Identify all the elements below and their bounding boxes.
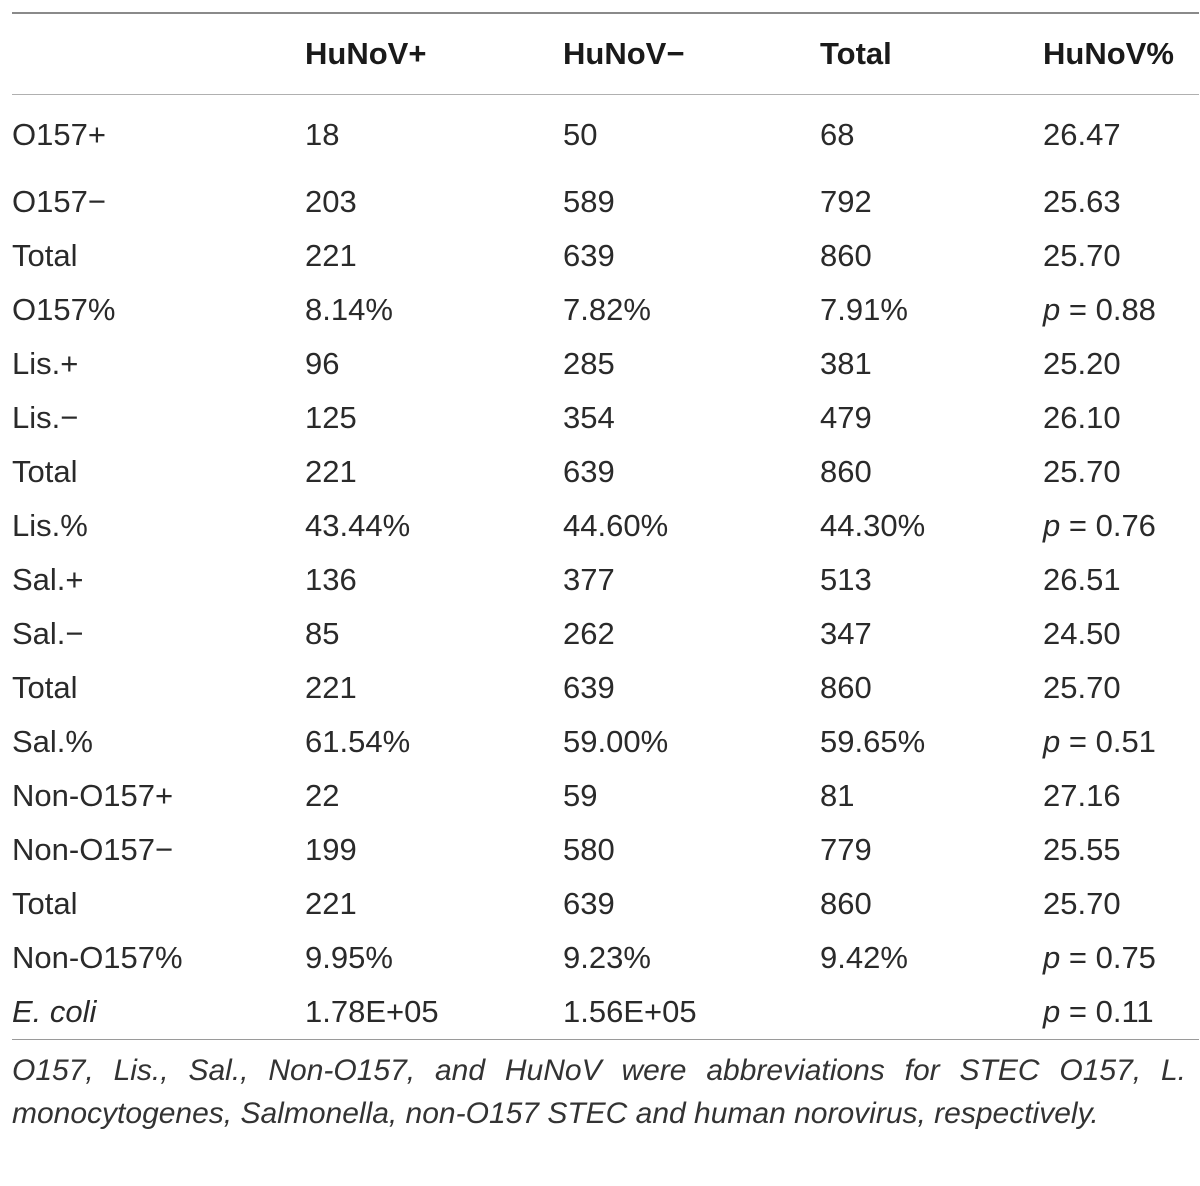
value-cell: 26.47 — [1043, 117, 1121, 152]
row-label-cell: Total — [12, 670, 78, 705]
value-cell: 18 — [305, 117, 340, 152]
row-label-cell: Sal.+ — [12, 562, 84, 597]
p-symbol: p — [1043, 724, 1061, 759]
header-cell-row-label — [12, 14, 305, 94]
row-label-cell: O157− — [12, 184, 106, 219]
value-cell: 639 — [563, 454, 615, 489]
table-row — [12, 823, 1199, 877]
value-cell: 285 — [563, 346, 615, 381]
row-label-cell: O157% — [12, 292, 116, 327]
row-label-cell: Non-O157+ — [12, 778, 174, 813]
row-label-cell: Non-O157% — [12, 940, 183, 975]
table-bottom-rule — [12, 1039, 1199, 1040]
header-cell-total: Total — [820, 36, 892, 71]
value-cell: 59.65% — [820, 724, 926, 759]
table-row — [12, 715, 1199, 769]
value-cell: 377 — [563, 562, 615, 597]
value-cell: 221 — [305, 238, 357, 273]
value-cell: 50 — [563, 117, 598, 152]
row-label-cell: E. coli — [12, 994, 97, 1029]
table-row — [12, 769, 1199, 823]
value-cell: 44.30% — [820, 508, 926, 543]
table-row — [12, 283, 1199, 337]
p-symbol: p — [1043, 940, 1061, 975]
row-label-cell: Total — [12, 454, 78, 489]
header-cell-hunov-pos: HuNoV+ — [305, 36, 427, 71]
value-cell: 639 — [563, 670, 615, 705]
row-label-cell: Lis.+ — [12, 346, 79, 381]
value-cell: 9.95% — [305, 940, 393, 975]
p-symbol: p — [1043, 292, 1061, 327]
value-cell: 68 — [820, 117, 855, 152]
data-table-body — [12, 95, 1199, 1039]
value-cell: 779 — [820, 832, 872, 867]
p-value-text: = 0.51 — [1068, 724, 1156, 759]
value-cell: 7.82% — [563, 292, 651, 327]
value-cell: 61.54% — [305, 724, 411, 759]
header-cell-hunov-pct: HuNoV% — [1043, 36, 1174, 71]
table-row — [12, 607, 1199, 661]
value-cell: 589 — [563, 184, 615, 219]
value-cell: 8.14% — [305, 292, 393, 327]
value-cell: 221 — [305, 886, 357, 921]
value-cell: 860 — [820, 670, 872, 705]
value-cell: 580 — [563, 832, 615, 867]
row-label-cell: Non-O157− — [12, 832, 174, 867]
row-label-cell: Sal.% — [12, 724, 93, 759]
value-cell: 513 — [820, 562, 872, 597]
value-cell: 221 — [305, 454, 357, 489]
value-cell: 639 — [563, 886, 615, 921]
row-label-cell: Sal.− — [12, 616, 84, 651]
value-cell: 199 — [305, 832, 357, 867]
p-value-text: = 0.11 — [1068, 994, 1154, 1029]
value-cell: 221 — [305, 670, 357, 705]
value-cell: 7.91% — [820, 292, 908, 327]
value-cell: 381 — [820, 346, 872, 381]
value-cell: 25.70 — [1043, 238, 1121, 273]
table-row — [12, 337, 1199, 391]
table-row — [12, 445, 1199, 499]
p-value-text: = 0.76 — [1068, 508, 1156, 543]
value-cell: 136 — [305, 562, 357, 597]
value-cell: 59.00% — [563, 724, 669, 759]
table-row — [12, 391, 1199, 445]
value-cell: 479 — [820, 400, 872, 435]
p-value-text: = 0.88 — [1068, 292, 1156, 327]
value-cell: 25.70 — [1043, 670, 1121, 705]
value-cell: 25.20 — [1043, 346, 1121, 381]
p-value-cell — [1043, 283, 1199, 337]
row-label-cell: Lis.− — [12, 400, 79, 435]
table-row — [12, 661, 1199, 715]
table-row — [12, 95, 1199, 175]
value-cell: 26.10 — [1043, 400, 1121, 435]
value-cell: 860 — [820, 454, 872, 489]
p-value-cell — [1043, 985, 1199, 1039]
value-cell: 860 — [820, 886, 872, 921]
p-value-cell — [1043, 715, 1199, 769]
value-cell: 1.78E+05 — [305, 994, 439, 1029]
value-cell: 203 — [305, 184, 357, 219]
value-cell: 25.63 — [1043, 184, 1121, 219]
table-row — [12, 175, 1199, 229]
value-cell: 1.56E+05 — [563, 994, 697, 1029]
row-label-cell: Lis.% — [12, 508, 88, 543]
value-cell: 262 — [563, 616, 615, 651]
table-row — [12, 553, 1199, 607]
value-cell: 85 — [305, 616, 340, 651]
value-cell: 22 — [305, 778, 340, 813]
value-cell — [820, 985, 1043, 1039]
p-symbol: p — [1043, 508, 1061, 543]
value-cell: 347 — [820, 616, 872, 651]
table-row — [12, 985, 1199, 1039]
value-cell: 9.42% — [820, 940, 908, 975]
value-cell: 43.44% — [305, 508, 411, 543]
p-value-cell — [1043, 499, 1199, 553]
value-cell: 81 — [820, 778, 855, 813]
p-symbol: p — [1043, 994, 1061, 1029]
value-cell: 96 — [305, 346, 340, 381]
value-cell: 25.70 — [1043, 454, 1121, 489]
value-cell: 25.55 — [1043, 832, 1121, 867]
value-cell: 26.51 — [1043, 562, 1121, 597]
value-cell: 24.50 — [1043, 616, 1121, 651]
row-label-cell: Total — [12, 886, 78, 921]
value-cell: 27.16 — [1043, 778, 1121, 813]
p-value-text: = 0.75 — [1068, 940, 1156, 975]
table-row — [12, 877, 1199, 931]
value-cell: 59 — [563, 778, 598, 813]
table-container — [12, 0, 1199, 1135]
header-row — [12, 14, 1199, 94]
value-cell: 860 — [820, 238, 872, 273]
table-row — [12, 931, 1199, 985]
value-cell: 639 — [563, 238, 615, 273]
header-cell-hunov-neg: HuNoV− — [563, 36, 685, 71]
table-footnote: O157, Lis., Sal., Non-O157, and HuNoV were abbreviations for STEC O157, L. monocytogenes, Salmonella, non-O157 STEC and human norovirus, respectively. — [12, 1054, 1186, 1130]
table-row — [12, 229, 1199, 283]
p-value-cell — [1043, 931, 1199, 985]
table-row — [12, 499, 1199, 553]
value-cell: 792 — [820, 184, 872, 219]
value-cell: 125 — [305, 400, 357, 435]
row-label-cell: Total — [12, 238, 78, 273]
value-cell: 44.60% — [563, 508, 669, 543]
row-label-cell: O157+ — [12, 117, 106, 152]
value-cell: 9.23% — [563, 940, 651, 975]
value-cell: 25.70 — [1043, 886, 1121, 921]
value-cell: 354 — [563, 400, 615, 435]
data-table — [12, 14, 1199, 94]
